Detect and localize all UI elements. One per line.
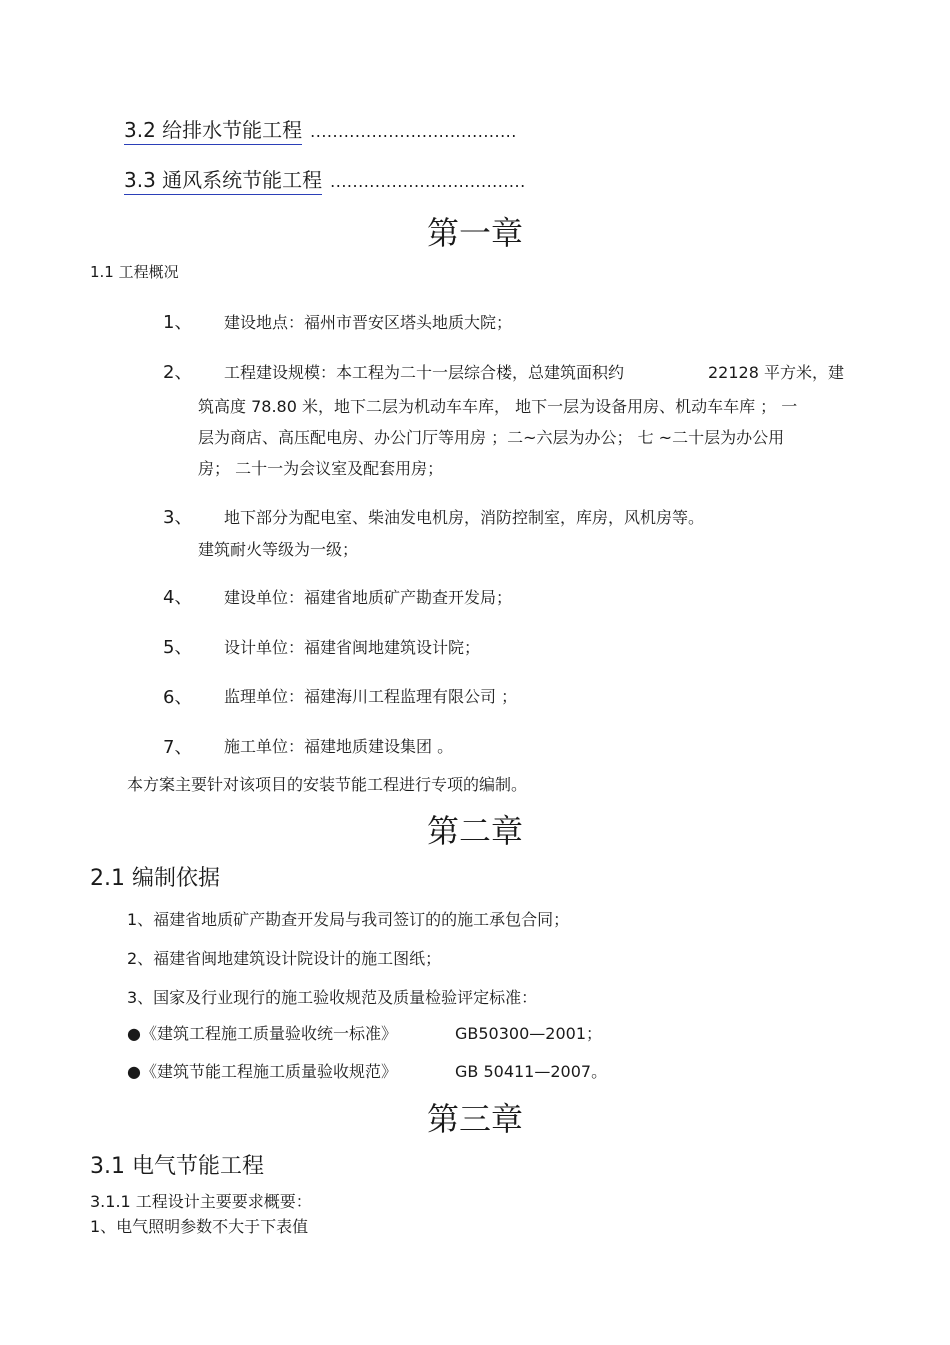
item-text: 工程建设规模：本工程为二十一层综合楼，总建筑面积约 [224,363,625,382]
standard-code: GB 50411—2007。 [455,1062,608,1081]
item-number: 1、 [163,312,193,333]
item-number: 5、 [163,637,193,658]
item-number: 4、 [163,587,193,608]
standard-title: ●《建筑工程施工质量验收统一标准》 [127,1024,397,1043]
section-2-1-heading: 2.1 编制依据 [90,866,220,891]
item-number: 6、 [163,687,193,708]
toc-leader-dots: ..................................... [310,122,517,141]
list-item: 2、福建省闽地建筑设计院设计的施工图纸； [127,949,442,968]
chapter-3-title: 第三章 [426,1100,523,1138]
standard-bullet [127,1059,397,1082]
item-text: 建设地点：福州市晋安区塔头地质大院； [224,313,513,332]
item-text-area: 22128 平方米，建 [708,363,844,382]
toc-entry-3-3[interactable] [124,164,526,195]
chapter-1-title: 第一章 [426,214,523,252]
item-text-continuation: 建筑耐火等级为一级； [198,540,359,559]
section-3-1-heading: 3.1 电气节能工程 [90,1154,264,1179]
item-text-continuation: 筑高度 78.80 米，地下二层为机动车车库， 地下一层为设备用房、机动车车库 ； 一 [198,397,798,416]
standard-title: ●《建筑节能工程施工质量验收规范》 [127,1062,397,1081]
list-item [163,633,192,659]
item-text: 监理单位：福建海川工程监理有限公司 ； [224,687,518,706]
item-text-continuation: 层为商店、高压配电房、办公门厅等用房 ；二~六层为办公； 七 ~二十层为办公用 [198,428,785,447]
list-item [163,583,192,609]
subsection-3-1-1-heading: 3.1.1 工程设计主要要求概要： [90,1192,312,1211]
list-item [163,683,192,709]
list-item: 1、福建省地质矿产勘查开发局与我司签订的的施工承包合同； [127,910,570,929]
item-number: 3、 [163,507,193,528]
standard-code: GB50300—2001； [455,1024,602,1043]
summary-paragraph: 本方案主要针对该项目的安装节能工程进行专项的编制。 [127,775,528,794]
item-number: 2、 [163,362,193,383]
item-number: 7、 [163,737,193,758]
body-line: 1、电气照明参数不大于下表值 [90,1217,309,1236]
toc-entry-label[interactable]: 3.3 通风系统节能工程 [124,164,322,195]
list-item [163,358,192,384]
item-text: 设计单位：福建省闽地建筑设计院； [224,638,481,657]
toc-entry-3-2[interactable] [124,114,517,145]
toc-leader-dots: ................................... [330,172,526,191]
item-text: 地下部分为配电室、柴油发电机房，消防控制室，库房，风机房等。 [224,508,705,527]
item-text: 建设单位：福建省地质矿产勘查开发局； [224,588,513,607]
list-item [163,733,192,759]
item-text: 施工单位：福建地质建设集团 。 [224,737,454,756]
standard-bullet [127,1021,397,1044]
list-item: 3、国家及行业现行的施工验收规范及质量检验评定标准： [127,988,538,1007]
list-item [163,503,192,529]
toc-entry-label[interactable]: 3.2 给排水节能工程 [124,114,302,145]
list-item [163,308,192,334]
section-1-1-heading: 1.1 工程概况 [90,263,179,281]
chapter-2-title: 第二章 [426,812,523,850]
item-text-continuation: 房； 二十一为会议室及配套用房； [198,459,444,478]
